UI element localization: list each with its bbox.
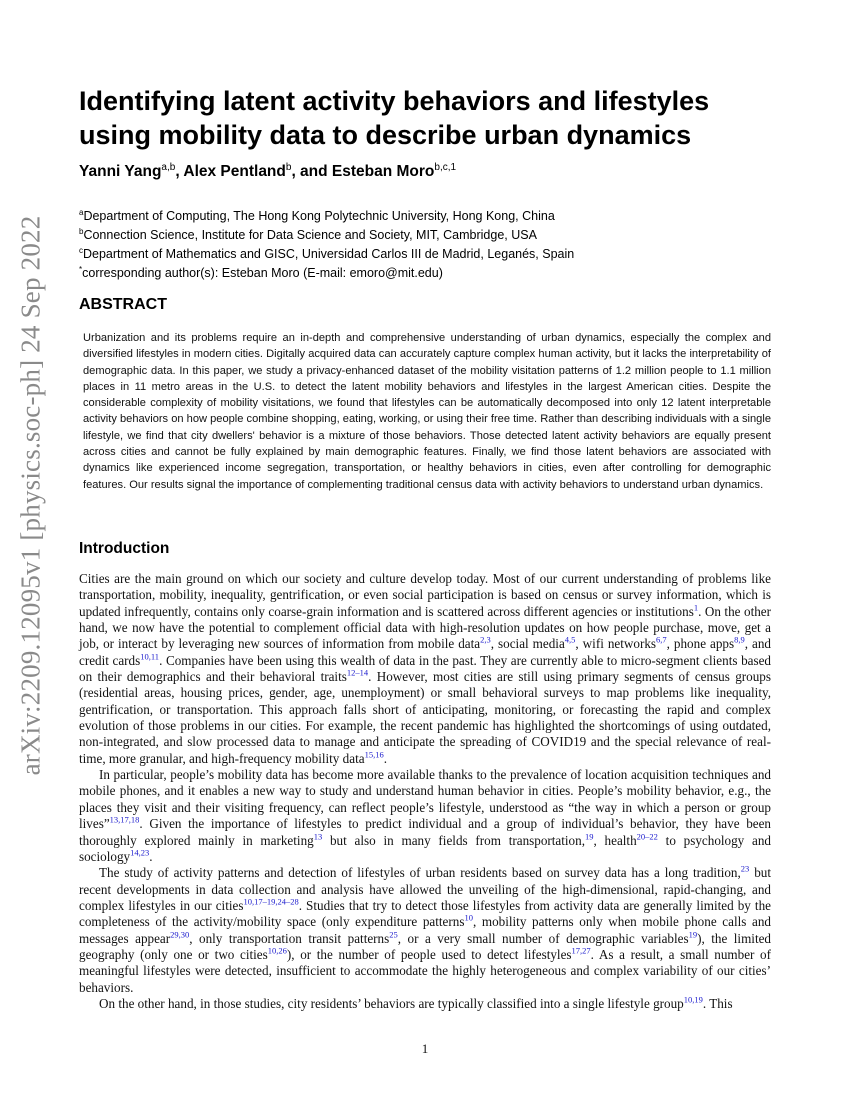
body-paragraph	[79, 865, 771, 996]
affiliation-mark: c	[79, 246, 83, 256]
affiliation-text: Department of Computing, The Hong Kong Polytechnic University, Hong Kong, China	[83, 209, 555, 224]
author-name: Yanni Yang	[79, 163, 162, 181]
abstract-heading: ABSTRACT	[79, 296, 167, 313]
body-text-run: . Given the importance of lifestyles to predict individual and a group of individual’s behavior, they have been thoroughly explored mainly in marketing	[79, 816, 771, 848]
body-paragraph	[79, 571, 771, 767]
body-text-run: . However, most cities are still using primary segments of census groups (residential areas, housing prices, gender, age, unemployment) or small behavioral surveys to map problems like inequality, gentrification, or transportation. This approach falls short of anticipating, monitoring, or forecasting the rapid and complex evolution of those problems in our cities. For example, the recent pandemic has highlighted the shortcomings of using outdated, non-integrated, and slow processed data to manage and anticipate the spreading of COVID19 and the special relevance of real-time, more granular, and high-frequency mobility data	[79, 669, 771, 766]
citation-link[interactable]: 15,16	[364, 749, 384, 760]
body-text-run: . On the other hand, we now have the potential to complement official data with high-resolution updates on how people purchase, move, get a job, or interact by leveraging new sources of information from mobile data	[79, 603, 771, 652]
citation-link[interactable]: 10,19	[683, 994, 703, 1005]
body-text-run: . As a result, a small number of meaningful lifestyles were detected, insufficient to accommodate the highly heterogeneous and complex variability of our cities’ behaviors.	[79, 946, 771, 995]
body-text-run: , or a very small number of demographic variables	[397, 930, 689, 946]
citation-link[interactable]: 25	[389, 929, 398, 940]
introduction-body	[79, 571, 771, 1012]
affiliation	[79, 243, 574, 262]
affiliation-list	[79, 205, 574, 282]
citation-link[interactable]: 20–22	[636, 831, 658, 842]
body-text-run: , phone apps	[666, 636, 735, 652]
body-text-run: The study of activity patterns and detection of lifestyles of urban residents based on survey data has a long tradition,	[99, 865, 741, 881]
body-text-run: . Companies have been using this wealth of data in the past. They are currently able to micro-segment clients based on their demographics and their behavioral traits	[79, 652, 771, 685]
author-affiliation-mark: b	[285, 162, 292, 173]
citation-link[interactable]: 10,26	[267, 945, 287, 956]
body-text-run: On the other hand, in those studies, city residents’ behaviors are typically classified into a single lifestyle group	[99, 995, 684, 1011]
body-text-run: .	[149, 848, 153, 864]
author-affiliation-mark: b,c,1	[434, 162, 457, 173]
affiliation-text: corresponding author(s): Esteban Moro (E-mail: emoro@mit.edu)	[82, 266, 443, 281]
body-text-run: , social media	[490, 636, 565, 652]
body-text-run: . This	[702, 995, 733, 1011]
arxiv-identifier: arXiv:2209.12095v1 [physics.soc-ph] 24 Sep 2022	[15, 215, 46, 775]
body-text-run: . Studies that try to detect those lifestyles from activity data are generally limited by the completeness of the activity/mobility space (only expenditure patterns	[79, 897, 771, 930]
body-text-run: to psychology and sociology	[79, 832, 771, 864]
body-text-run: Cities are the main ground on which our society and culture develop today. Most of our current understanding of problems like transportation, mobility, inequality, gentrification, or even social participation is based on census or survey information, which is updated infrequently, contains only coarse-grain information and is scattered across different agencies or institutions	[79, 571, 771, 619]
citation-link[interactable]: 10,11	[140, 651, 160, 662]
citation-link[interactable]: 2,3	[480, 635, 491, 645]
author-name: Esteban Moro	[331, 163, 435, 181]
affiliation-mark: a	[79, 208, 84, 217]
body-paragraph	[79, 767, 771, 865]
citation-link[interactable]: 12–14	[346, 667, 369, 678]
body-text-run: ), or the number of people used to detect lifestyles	[286, 946, 572, 962]
author-separator: , and	[291, 163, 332, 181]
citation-link[interactable]: 17,27	[571, 945, 591, 956]
author-list	[79, 162, 456, 181]
paper-title: Identifying latent activity behaviors and lifestyles using mobility data to describe urban dynamics	[79, 86, 710, 150]
citation-link[interactable]: 19	[688, 929, 698, 940]
body-text-run: , mobility patterns only when mobile phone calls and messages appear	[79, 914, 771, 946]
body-text-run: , health	[593, 832, 637, 848]
citation-link[interactable]: 8,9	[734, 635, 745, 645]
body-text-run: .	[383, 750, 387, 766]
author-affiliation-mark: a,b	[161, 162, 176, 173]
author-name: Alex Pentland	[183, 163, 286, 181]
affiliation	[79, 205, 574, 224]
citation-link[interactable]: 14,23	[130, 847, 150, 858]
page-number: 1	[421, 1041, 429, 1056]
citation-link[interactable]: 19	[584, 831, 594, 842]
citation-link[interactable]: 4,5	[564, 635, 576, 645]
citation-link[interactable]: 23	[740, 863, 750, 874]
affiliation-mark: b	[79, 227, 84, 237]
citation-link[interactable]: 13,17,18	[109, 814, 140, 825]
affiliation-text: Connection Science, Institute for Data Science and Society, MIT, Cambridge, USA	[83, 228, 537, 243]
citation-link[interactable]: 6,7	[656, 635, 667, 645]
citation-link[interactable]: 13	[313, 831, 323, 842]
body-paragraph	[79, 996, 771, 1012]
citation-link[interactable]: 10	[464, 912, 473, 923]
citation-link[interactable]: 1	[693, 602, 699, 613]
body-text-run: but recent developments in data collection and analysis have allowed the unveiling of the high-dimensional, rapid-changing, and complex lifestyles in our cities	[79, 865, 772, 913]
body-text-run: ), the limited geography (only one or two cities	[79, 930, 771, 962]
citation-link[interactable]: 10,17–19,24–28	[243, 896, 299, 907]
body-text-run: , only transportation transit patterns	[189, 930, 390, 946]
affiliation	[79, 262, 574, 281]
affiliation	[79, 224, 574, 243]
citation-link[interactable]: 29,30	[170, 929, 190, 940]
introduction-heading: Introduction	[79, 540, 170, 557]
affiliation-mark: *	[79, 265, 83, 275]
body-text-run: In particular, people’s mobility data has become more available thanks to the prevalence of location acquisition techniques and mobile phones, and it enables a new way to study and understand human behavior in cities. People’s mobility behavior, e.g., the places they visit and their visiting frequency, can reflect people’s lifestyle, understood as “the way in which a person or group lives”	[79, 767, 771, 832]
body-text-run: , and credit cards	[79, 636, 771, 668]
body-text-run: , wifi networks	[575, 636, 657, 652]
author-separator: ,	[175, 163, 184, 181]
abstract-text: Urbanization and its problems require an in-depth and comprehensive understanding of urban dynamics, especially the complex and diversified lifestyles in modern cities. Digitally acquired data can accurately capture complex human activity, but it lacks the interpretability of demographic data. In this paper, we study a privacy-enhanced dataset of the mobility visitation patterns of 1.2 million people to 1.1 million places in 11 metro areas in the U.S. to detect the latent mobility behaviors and lifestyles in the largest American cities. Despite the considerable complexity of mobility visitations, we found that lifestyles can be automatically decomposed into only 12 latent interpretable activity behaviors on how people combine shopping, eating, working, or using their free time. Rather than describing individuals with a single lifestyle, we find that city dwellers' behavior is a mixture of those behaviors. Those detected latent activity behaviors are equally present across cities and cannot be fully explained by main demographic features. Finally, we find those latent behaviors are associated with dynamics like experienced income segregation, transportation, or healthy behaviors in cities, even after controlling for demographic features. Our results signal the importance of complementing traditional census data with activity behaviors to understand urban dynamics.	[83, 332, 771, 491]
body-text-run: but also in many fields from transportation,	[322, 832, 585, 848]
arxiv-stamp	[12, 215, 50, 775]
affiliation-text: Department of Mathematics and GISC, Universidad Carlos III de Madrid, Leganés, Spain	[83, 247, 575, 262]
